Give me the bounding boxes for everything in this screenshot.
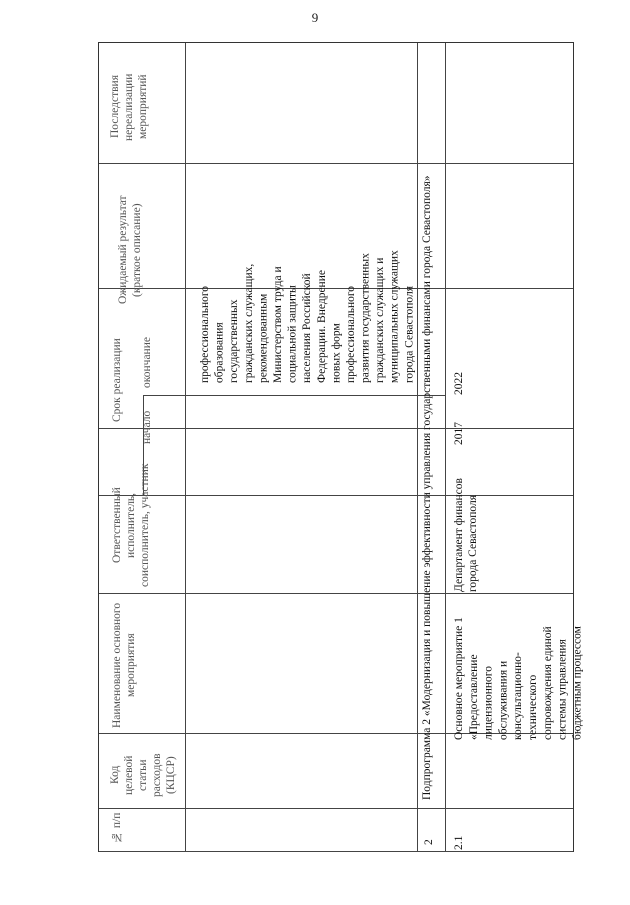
header-start: начало — [141, 410, 153, 445]
header-consequences: Последствия нереализации мероприятий — [109, 73, 149, 141]
header-end: окончание — [141, 337, 153, 388]
header-no: № п/п — [111, 812, 123, 843]
subprogram-no: 2 — [423, 839, 435, 845]
header-kbk: Код целевой статьи расходов (КЦСР) — [109, 753, 177, 797]
header-result: Ожидаемый результат (краткое описание) — [117, 195, 143, 305]
header-name: Наименование основного мероприятия — [111, 602, 137, 728]
header-period: Срок реализации — [111, 338, 123, 422]
subprogram-title: Подпрограмма 2 «Модернизация и повышение эффективности управления государственными финансами города Севастополя» — [421, 175, 433, 800]
row-2-1-start: 2017 — [453, 422, 465, 445]
header-responsible: Ответственный исполнитель, соисполнитель, участник — [111, 463, 151, 587]
row-2-1-end: 2022 — [453, 372, 465, 395]
page-number: 9 — [311, 10, 319, 25]
row-2-1-no: 2.1 — [453, 835, 465, 850]
continuation-result-text: профессионального образования государственных гражданских служащих, рекомендованным Министерством труда и социальной защиты населения Российской Федерации. Внедрение новых форм профессионального развития государственных гражданских служащих и муниципальных служащих города Севастополя — [199, 250, 416, 383]
row-2-1-responsible: Департамент финансов города Севастополя — [453, 478, 479, 592]
row-2-1-name: Основное мероприятие 1 «Предоставление лицензионного обслуживания и консультационно- технического сопровождения единой системы управления бюджетным процессом — [453, 617, 584, 740]
